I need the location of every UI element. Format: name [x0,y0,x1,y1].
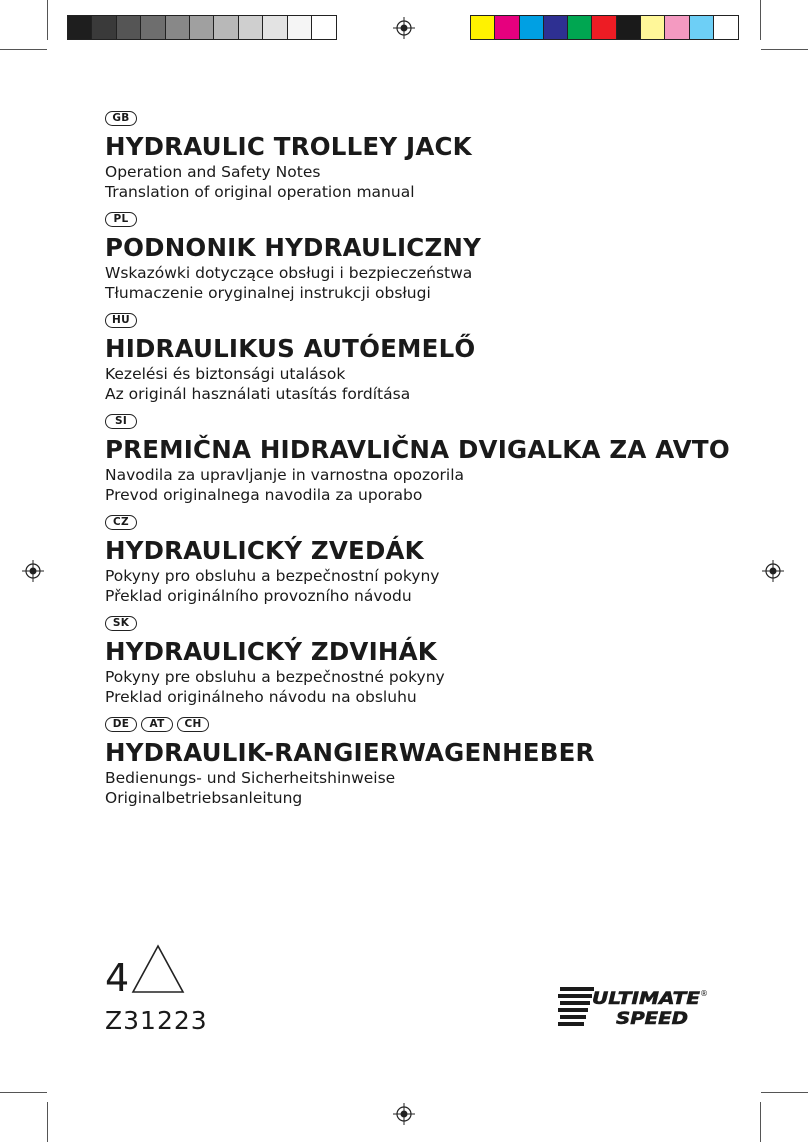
color-swatch [166,16,190,39]
registration-mark-icon [393,17,415,39]
section-title: PODNONIK HYDRAULICZNY [105,233,482,262]
section-title: HYDRAULICKÝ ZVEDÁK [105,536,424,565]
color-swatch [214,16,238,39]
section-subtitle: Prevod originalnega navodila za uporabo [105,486,423,504]
ultimate-speed-logo [558,984,708,1034]
color-swatch [141,16,165,39]
registration-mark-icon [393,1103,415,1125]
color-swatch [641,16,665,39]
section-title: PREMIČNA HIDRAVLIČNA DVIGALKA ZA AVTO [105,435,730,464]
language-codes [105,616,745,635]
language-badge: DE [105,717,137,732]
product-number-group [105,944,225,1004]
color-swatch [117,16,141,39]
section-title: HYDRAULIC TROLLEY JACK [105,132,472,161]
color-swatch [690,16,714,39]
section-subtitle: Překlad originálního provozního návodu [105,587,412,605]
color-swatch [714,16,738,39]
section-subtitle: Tłumaczenie oryginalnej instrukcji obsługi [105,284,431,302]
language-badge: GB [105,111,137,126]
crop-mark [761,1092,808,1093]
color-swatch [617,16,641,39]
language-section [105,313,745,404]
color-swatch [263,16,287,39]
crop-mark [47,0,48,40]
crop-mark [0,1092,47,1093]
color-swatch [92,16,116,39]
language-codes [105,414,745,433]
section-subtitle: Bedienungs- und Sicherheitshinweise [105,769,396,787]
section-subtitle: Kezelési és biztonsági utalások [105,365,346,383]
language-badge: CZ [105,515,137,530]
crop-mark [760,0,761,40]
language-badge: CH [177,717,209,732]
color-swatch [190,16,214,39]
language-section [105,212,745,303]
section-subtitle: Navodila za upravljanje in varnostna opozorila [105,466,465,484]
section-subtitle: Preklad originálneho návodu na obsluhu [105,688,417,706]
color-swatch [68,16,92,39]
color-swatch [544,16,568,39]
section-subtitle: Az originál használati utasítás fordítása [105,385,411,403]
language-section [105,111,745,202]
color-swatch [592,16,616,39]
language-badge: SI [105,414,137,429]
language-codes [105,212,745,231]
crop-mark [47,1102,48,1142]
color-swatch [288,16,312,39]
section-subtitle: Wskazówki dotyczące obsługi i bezpieczeństwa [105,264,473,282]
color-swatch [495,16,519,39]
language-section [105,515,745,606]
section-title: HYDRAULICKÝ ZDVIHÁK [105,637,437,666]
registration-mark-icon [22,560,44,582]
color-swatch [665,16,689,39]
section-subtitle: Originalbetriebsanleitung [105,789,303,807]
warning-triangle-icon [131,944,185,994]
model-code: Z31223 [105,1006,208,1035]
registered-mark: ® [700,989,708,998]
section-subtitle: Operation and Safety Notes [105,163,321,181]
language-badge: AT [141,717,173,732]
product-number: 4 [105,956,130,1000]
language-section [105,717,745,808]
section-subtitle: Pokyny pro obsluhu a bezpečnostní pokyny [105,567,440,585]
language-sections [105,111,745,818]
grayscale-color-bar [67,15,337,40]
color-swatch [568,16,592,39]
language-badge: PL [105,212,137,227]
color-swatch [239,16,263,39]
crop-mark [760,1102,761,1142]
language-badge: HU [105,313,137,328]
language-section [105,616,745,707]
language-codes [105,111,745,130]
brand-line-2: SPEED [616,1009,688,1029]
language-codes [105,313,745,332]
color-swatch [312,16,336,39]
section-title: HIDRAULIKUS AUTÓEMELŐ [105,334,476,363]
color-swatch [471,16,495,39]
language-codes [105,717,745,736]
crop-mark [761,49,808,50]
section-title: HYDRAULIK-RANGIERWAGENHEBER [105,738,595,767]
color-swatch [520,16,544,39]
process-color-bar [470,15,739,40]
language-codes [105,515,745,534]
crop-mark [0,49,47,50]
registration-mark-icon [762,560,784,582]
section-subtitle: Pokyny pre obsluhu a bezpečnostné pokyny [105,668,445,686]
section-subtitle: Translation of original operation manual [105,183,415,201]
language-section [105,414,745,505]
language-badge: SK [105,616,137,631]
brand-line-1: ULTIMATE [592,989,701,1009]
